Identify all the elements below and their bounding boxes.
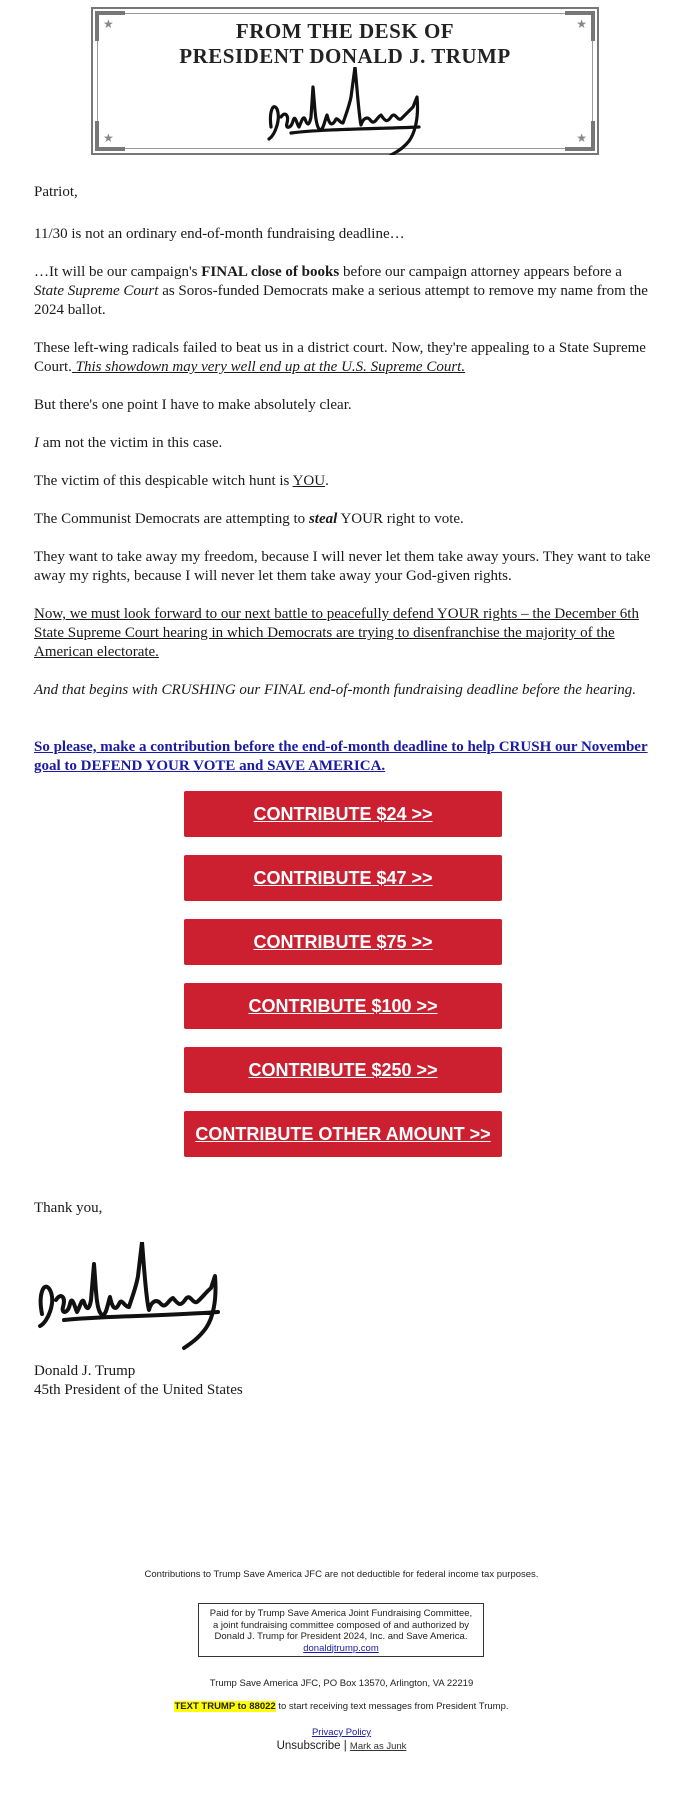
star-icon: ★ — [576, 17, 587, 31]
signature-image — [263, 67, 433, 155]
letterhead-line-2: PRESIDENT DONALD J. TRUMP — [179, 44, 511, 68]
paragraph-2 — [34, 263, 654, 320]
cta-link[interactable]: So please, make a contribution before the end-of-month deadline to help CRUSH our November goal to DEFEND YOUR VOTE and SAVE AMERICA. — [34, 739, 648, 774]
paragraph-7 — [34, 510, 654, 529]
paid-for-box — [198, 1603, 484, 1657]
p2-part-a: …It will be our campaign's — [34, 264, 202, 280]
p2-bold: FINAL close of books — [201, 264, 340, 280]
text-signup-rest: to start receiving text messages from President Trump. — [275, 1701, 509, 1712]
p2-part-c: before our campaign attorney appears before a — [339, 264, 622, 280]
paragraph-6 — [34, 472, 654, 491]
paragraph-4-text: But there's one point I have to make absolutely clear. — [34, 397, 352, 413]
unsubscribe-row — [0, 1740, 683, 1752]
p3-italic-underline: This showdown may very well end up at the U.S. Supreme Court. — [71, 359, 466, 375]
paragraph-8 — [34, 548, 654, 586]
thanks-text: Thank you, — [34, 1200, 103, 1216]
p6-underline: YOU — [292, 473, 326, 489]
p2-part-e: as Soros-funded Democrats make a serious attempt to remove my name from the 2024 ballot. — [34, 283, 648, 318]
text-signup — [0, 1701, 683, 1712]
cta-paragraph — [34, 738, 654, 776]
paid-line-2: a joint fundraising committee composed of and authorized by — [212, 1619, 470, 1631]
paid-line-1: Paid for by Trump Save America Joint Fundraising Committee, — [209, 1608, 473, 1619]
paragraph-9 — [34, 605, 654, 662]
greeting — [34, 183, 654, 202]
contribute-47-button[interactable]: CONTRIBUTE $47 >> — [184, 855, 502, 901]
p7-part-c: YOUR right to vote. — [337, 511, 464, 527]
p5-italic: I — [34, 435, 39, 451]
paragraph-3 — [34, 339, 654, 377]
greeting-text: Patriot, — [34, 184, 78, 200]
privacy-policy-link[interactable]: Privacy Policy — [311, 1727, 372, 1738]
signer-title: 45th President of the United States — [34, 1382, 243, 1398]
paragraph-10 — [34, 681, 654, 700]
address-text: Trump Save America JFC, PO Box 13570, Arlington, VA 22219 — [209, 1678, 474, 1689]
contribute-24-button[interactable]: CONTRIBUTE $24 >> — [184, 791, 502, 837]
unsubscribe-text[interactable]: Unsubscribe — [276, 1740, 341, 1752]
signoff — [34, 1362, 654, 1400]
tax-disclaimer-text: Contributions to Trump Save America JFC are not deductible for federal income tax purposes. — [144, 1569, 539, 1580]
contribute-100-button[interactable]: CONTRIBUTE $100 >> — [184, 983, 502, 1029]
p7-bold-italic: steal — [308, 511, 338, 527]
p2-italic: State Supreme Court — [34, 283, 159, 299]
paragraph-4 — [34, 396, 654, 415]
paragraph-1 — [34, 225, 654, 244]
paragraph-1-text: 11/30 is not an ordinary end-of-month fundraising deadline… — [34, 226, 405, 242]
star-icon: ★ — [576, 131, 587, 145]
contribute-250-button[interactable]: CONTRIBUTE $250 >> — [184, 1047, 502, 1093]
star-icon: ★ — [103, 131, 114, 145]
paragraph-10-text: And that begins with CRUSHING our FINAL end-of-month fundraising deadline before the hearing. — [34, 682, 637, 698]
mark-as-junk-link[interactable]: Mark as Junk — [349, 1741, 407, 1752]
paragraph-9-text: Now, we must look forward to our next battle to peacefully defend YOUR rights – the December 6th State Supreme Court hearing in which Democrats are trying to disenfranchise the majority of the American electorate. — [34, 606, 639, 660]
paragraph-8-text: They want to take away my freedom, because I will never let them take away yours. They want to take away my rights, because I will never let them take away your God-given rights. — [34, 549, 651, 584]
closing — [34, 1199, 654, 1218]
p6-part-a: The victim of this despicable witch hunt is — [34, 473, 293, 489]
signature-image — [34, 1242, 229, 1352]
letterhead — [91, 7, 599, 155]
separator: | — [340, 1740, 350, 1752]
contribute-other-button[interactable]: CONTRIBUTE OTHER AMOUNT >> — [184, 1111, 502, 1157]
paid-line-3: Donald J. Trump for President 2024, Inc. and Save America. — [214, 1631, 468, 1642]
paragraph-5 — [34, 434, 654, 453]
p6-part-c: . — [325, 473, 329, 489]
p5-rest: am not the victim in this case. — [39, 435, 223, 451]
mailing-address — [0, 1678, 683, 1689]
signer-name: Donald J. Trump — [34, 1363, 136, 1379]
text-signup-highlight: TEXT TRUMP to 88022 — [174, 1701, 276, 1712]
letterhead-title — [93, 19, 597, 69]
letterhead-line-1: FROM THE DESK OF — [235, 19, 455, 43]
donaldjtrump-link[interactable]: donaldjtrump.com — [303, 1642, 379, 1654]
star-icon: ★ — [103, 17, 114, 31]
p3-part-a: These left-wing radicals failed to beat us in a district court. Now, they're appealing to a State Supreme Court. — [34, 340, 646, 375]
p7-part-a: The Communist Democrats are attempting to — [34, 511, 309, 527]
contribute-75-button[interactable]: CONTRIBUTE $75 >> — [184, 919, 502, 965]
tax-disclaimer — [0, 1569, 683, 1580]
privacy-row — [0, 1727, 683, 1738]
